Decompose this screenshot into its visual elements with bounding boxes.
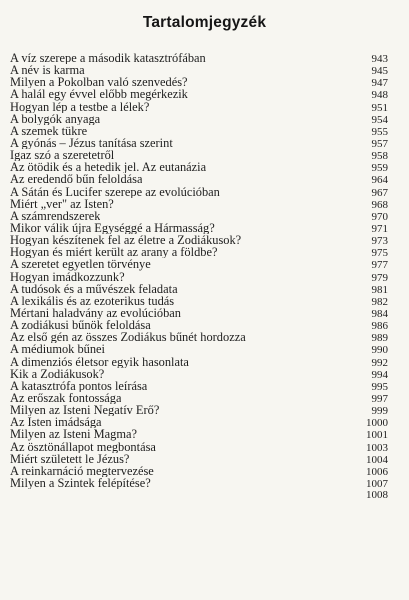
toc-entry-page-number: 955 <box>371 125 388 138</box>
toc-entry-page-number: 1001 <box>366 429 388 442</box>
toc-entry-title: Miért „ver" az Isten? <box>10 197 114 210</box>
toc-entry <box>10 137 388 149</box>
toc-entry <box>10 101 388 113</box>
toc-entry <box>10 88 388 100</box>
toc-entry-title: Miért született le Jézus? <box>10 452 130 465</box>
toc-entry-page-number: 964 <box>371 174 388 187</box>
toc-entry-page-number: 1003 <box>366 441 388 454</box>
toc-entry-title: Az Isten imádsága <box>10 416 102 429</box>
toc-entry-page-number: 981 <box>371 283 388 296</box>
toc-entry-title: Hogyan készítenek fel az életre a Zodiákusok? <box>10 234 242 247</box>
toc-entry-title: Milyen a Pokolban való szenvedés? <box>10 76 188 89</box>
toc-entry <box>10 295 388 307</box>
toc-entry-page-number: 967 <box>371 186 388 199</box>
toc-entry <box>10 404 388 416</box>
toc-entry <box>10 356 388 368</box>
toc-entry <box>10 186 388 198</box>
toc-entry <box>10 52 388 64</box>
toc-entry <box>10 380 388 392</box>
toc-entry <box>10 246 388 258</box>
toc-entry-page-number: 975 <box>371 247 388 260</box>
toc-entry <box>10 271 388 283</box>
toc-entry-page-number: 945 <box>371 65 388 78</box>
toc-entry-title: A dimenziós életsor egyik hasonlata <box>10 355 189 368</box>
toc-entry <box>10 113 388 125</box>
toc-entry-title: A katasztrófa pontos leírása <box>10 379 148 392</box>
table-of-contents-list <box>10 52 388 501</box>
toc-entry-page-number: 943 <box>371 53 388 65</box>
toc-entry <box>10 234 388 246</box>
toc-entry-page-number: 968 <box>371 198 388 211</box>
toc-entry <box>10 210 388 222</box>
toc-entry <box>10 173 388 185</box>
toc-entry-page-number: 970 <box>371 210 388 223</box>
toc-entry-title: Hogyan lép a testbe a lélek? <box>10 100 150 113</box>
toc-entry-page-number: 958 <box>371 150 388 163</box>
toc-entry-title: Mértani haladvány az evolúcióban <box>10 306 181 320</box>
toc-entry-title: A zodiákusi bűnök feloldása <box>10 319 151 332</box>
toc-entry <box>10 392 388 404</box>
toc-entry-page-number: 951 <box>371 101 388 114</box>
toc-entry <box>10 161 388 173</box>
toc-entry-page-number: 971 <box>371 222 388 235</box>
toc-entry-title: Az ötödik és a hetedik jel. Az eutanázia <box>10 161 207 174</box>
toc-entry <box>10 64 388 76</box>
toc-entry <box>10 453 388 465</box>
toc-entry-title: A Sátán és Lucifer szerepe az evolúcióban <box>10 185 220 198</box>
toc-entry-title: A szeretet egyetlen törvénye <box>10 258 151 271</box>
toc-entry-page-number: 954 <box>371 113 388 126</box>
toc-entry-title: Az erőszak fontossága <box>10 391 122 405</box>
toc-entry-page-number: 994 <box>371 368 388 381</box>
toc-entry-title: Az eredendő bűn feloldása <box>10 173 143 186</box>
toc-entry-page-number: 1006 <box>366 465 388 478</box>
toc-entry-title: A gyónás – Jézus tanítása szerint <box>10 136 173 150</box>
toc-entry-title: Hogyan imádkozzunk? <box>10 270 125 283</box>
toc-entry-page-number: 986 <box>371 320 388 333</box>
toc-entry <box>10 319 388 331</box>
toc-entry-page-number: 1004 <box>366 453 388 466</box>
toc-entry <box>10 222 388 234</box>
toc-entry-title: A médiumok bűnei <box>10 343 105 356</box>
toc-entry-title: Mikor válik újra Egységgé a Hármasság? <box>10 221 215 235</box>
toc-entry-title: A víz szerepe a második katasztrófában <box>10 52 206 65</box>
toc-entry <box>10 368 388 380</box>
toc-entry <box>10 477 388 489</box>
toc-entry <box>10 428 388 440</box>
toc-entry <box>10 465 388 477</box>
toc-entry <box>10 416 388 428</box>
toc-entry <box>10 198 388 210</box>
toc-entry <box>10 125 388 137</box>
toc-entry-title: A bolygók anyaga <box>10 112 101 125</box>
toc-entry <box>10 283 388 295</box>
toc-entry-page-number: 992 <box>371 356 388 369</box>
toc-entry-title: Kik a Zodiákusok? <box>10 367 105 380</box>
toc-entry <box>10 441 388 453</box>
toc-entry-title: A reinkarnáció megtervezése <box>10 464 154 477</box>
toc-entry <box>10 331 388 343</box>
toc-entry-page-number: 1008 <box>366 489 388 502</box>
page-title: Tartalomjegyzék <box>142 14 267 31</box>
toc-entry-title: A név is karma <box>10 64 85 77</box>
toc-entry-title: Igaz szó a szeretetről <box>10 149 115 162</box>
toc-entry-title: Milyen a Szintek felépítése? <box>10 476 151 490</box>
toc-entry-title: A halál egy évvel előbb megérkezik <box>10 88 188 101</box>
toc-entry-page-number: 947 <box>371 77 388 90</box>
toc-entry-page-number: 973 <box>371 235 388 248</box>
toc-entry-title: A tudósok és a művészek feladata <box>10 282 178 295</box>
toc-entry-page-number: 979 <box>371 271 388 284</box>
toc-entry-title: Hogyan és miért került az arany a földbe? <box>10 246 218 259</box>
toc-entry-title: Milyen az Isteni Negatív Erő? <box>10 404 160 417</box>
toc-entry-page-number: 982 <box>371 295 388 308</box>
toc-entry <box>10 489 388 501</box>
toc-entry-page-number: 989 <box>371 332 388 345</box>
toc-entry-page-number: 1007 <box>366 477 388 490</box>
toc-entry <box>10 76 388 88</box>
toc-entry-page-number: 959 <box>371 162 388 175</box>
toc-entry-page-number: 1000 <box>366 417 388 430</box>
toc-entry <box>10 343 388 355</box>
toc-entry-title: Milyen az Isteni Magma? <box>10 428 137 441</box>
toc-entry-page-number: 999 <box>371 405 388 418</box>
toc-entry-page-number: 948 <box>371 89 388 102</box>
toc-entry-page-number: 997 <box>371 392 388 405</box>
toc-entry-page-number: 995 <box>371 380 388 393</box>
toc-entry-page-number: 957 <box>371 137 388 150</box>
toc-entry-title: Az első gén az összes Zodiákus bűnét hordozza <box>10 331 246 344</box>
toc-entry <box>10 307 388 319</box>
toc-entry <box>10 258 388 270</box>
toc-entry-title: A számrendszerek <box>10 209 101 222</box>
toc-entry-title: A szemek tükre <box>10 124 88 137</box>
toc-entry-title: Az ösztönállapot megbontása <box>10 440 156 453</box>
toc-entry-page-number: 990 <box>371 344 388 357</box>
toc-entry-page-number: 984 <box>371 307 388 320</box>
toc-entry-title: A lexikális és az ezoterikus tudás <box>10 294 175 307</box>
toc-entry <box>10 149 388 161</box>
toc-entry-page-number: 977 <box>371 259 388 272</box>
